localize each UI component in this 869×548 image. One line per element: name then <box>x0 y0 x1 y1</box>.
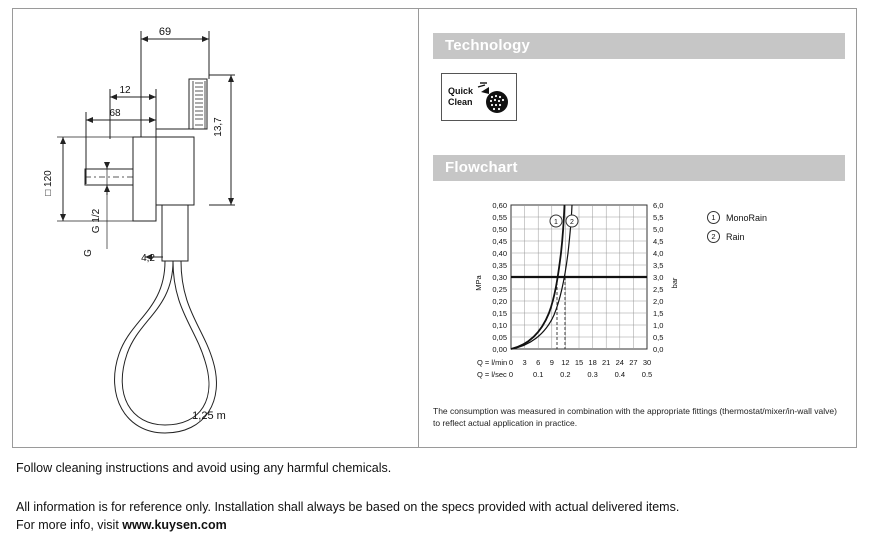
svg-text:MPa: MPa <box>474 275 483 291</box>
svg-text:5,0: 5,0 <box>653 225 664 234</box>
svg-text:30: 30 <box>642 358 652 367</box>
svg-text:0: 0 <box>508 370 514 379</box>
svg-text:9: 9 <box>549 358 554 367</box>
section-title-technology: Technology <box>433 33 845 59</box>
svg-text:0,0: 0,0 <box>653 345 664 354</box>
svg-text:0.3: 0.3 <box>587 370 598 379</box>
svg-text:12: 12 <box>119 85 131 96</box>
svg-text:4,0: 4,0 <box>653 249 664 258</box>
svg-text:1: 1 <box>554 219 558 226</box>
svg-text:13,7: 13,7 <box>213 117 224 137</box>
svg-text:1,25 m: 1,25 m <box>192 410 226 422</box>
svg-text:0,50: 0,50 <box>492 225 507 234</box>
svg-text:27: 27 <box>629 358 638 367</box>
legend-marker-1: 1 <box>707 211 720 224</box>
svg-text:0,60: 0,60 <box>492 201 507 210</box>
svg-text:0,30: 0,30 <box>492 273 507 282</box>
svg-text:6,0: 6,0 <box>653 201 664 210</box>
more-info-prefix: For more info, visit <box>16 518 123 532</box>
svg-text:5,5: 5,5 <box>653 213 664 222</box>
svg-text:0.1: 0.1 <box>532 370 544 379</box>
svg-text:0,15: 0,15 <box>492 309 507 318</box>
svg-text:0.4: 0.4 <box>614 370 626 379</box>
svg-text:0,5: 0,5 <box>653 333 664 342</box>
svg-text:4,5: 4,5 <box>653 237 664 246</box>
svg-text:68: 68 <box>109 108 121 119</box>
svg-text:2,0: 2,0 <box>653 297 664 306</box>
quick-clean-label <box>448 86 473 108</box>
svg-text:0: 0 <box>508 358 514 367</box>
svg-text:0,20: 0,20 <box>492 297 507 306</box>
svg-text:0,25: 0,25 <box>492 285 507 294</box>
svg-text:1,5: 1,5 <box>653 309 664 318</box>
more-info-note <box>16 518 227 532</box>
svg-text:0,40: 0,40 <box>492 249 507 258</box>
svg-text:15: 15 <box>574 358 584 367</box>
disclaimer-note: All information is for reference only. Installation shall always be based on the specs provided with actual delivered items. <box>16 500 680 514</box>
svg-text:0,10: 0,10 <box>492 321 507 330</box>
svg-text:0,55: 0,55 <box>492 213 507 222</box>
svg-text:2,5: 2,5 <box>653 285 664 294</box>
legend-item-monorain <box>707 211 767 224</box>
svg-text:1,0: 1,0 <box>653 321 664 330</box>
right-column <box>419 9 857 447</box>
svg-text:24: 24 <box>615 358 624 367</box>
svg-text:12: 12 <box>561 358 570 367</box>
technical-drawing <box>13 9 418 447</box>
svg-text:2: 2 <box>570 219 574 226</box>
quick-clean-badge <box>441 73 517 121</box>
legend-marker-2: 2 <box>707 230 720 243</box>
svg-text:G 1/2: G 1/2 <box>91 208 102 234</box>
section-title-flowchart: Flowchart <box>433 155 845 181</box>
flowchart-graph <box>433 195 853 410</box>
svg-text:0.5: 0.5 <box>641 370 653 379</box>
svg-text:0,45: 0,45 <box>492 237 507 246</box>
flowchart-note: The consumption was measured in combination with the appropriate fittings (thermostat/mixer/in-wall valve) to reflect actual application in practice. <box>433 406 837 428</box>
svg-text:bar: bar <box>670 277 679 289</box>
legend-item-rain <box>707 230 767 243</box>
svg-text:3: 3 <box>522 358 527 367</box>
svg-text:0.2: 0.2 <box>560 370 571 379</box>
cleaning-note: Follow cleaning instructions and avoid using any harmful chemicals. <box>16 461 392 475</box>
svg-text:18: 18 <box>588 358 597 367</box>
website-link[interactable]: www.kuysen.com <box>122 518 227 532</box>
svg-text:21: 21 <box>602 358 611 367</box>
svg-text:0,35: 0,35 <box>492 261 507 270</box>
svg-text:3,5: 3,5 <box>653 261 664 270</box>
svg-text:4,2: 4,2 <box>141 253 155 264</box>
spec-panel <box>12 8 857 448</box>
svg-text:Q = l/min: Q = l/min <box>477 358 508 367</box>
flowchart-legend <box>707 211 767 249</box>
svg-text:□ 120: □ 120 <box>43 170 54 196</box>
quick-clean-line1: Quick <box>448 86 474 96</box>
svg-text:69: 69 <box>158 26 172 38</box>
svg-text:6: 6 <box>536 358 541 367</box>
svg-text:G: G <box>83 249 94 257</box>
quick-clean-spray-icon <box>475 80 511 121</box>
svg-text:0,00: 0,00 <box>492 345 507 354</box>
svg-text:3,0: 3,0 <box>653 273 664 282</box>
legend-label-1: MonoRain <box>726 212 768 223</box>
quick-clean-line2: Clean <box>448 97 473 107</box>
legend-label-2: Rain <box>726 231 745 242</box>
svg-text:0,05: 0,05 <box>492 333 507 342</box>
svg-text:Q = l/sec: Q = l/sec <box>477 370 507 379</box>
